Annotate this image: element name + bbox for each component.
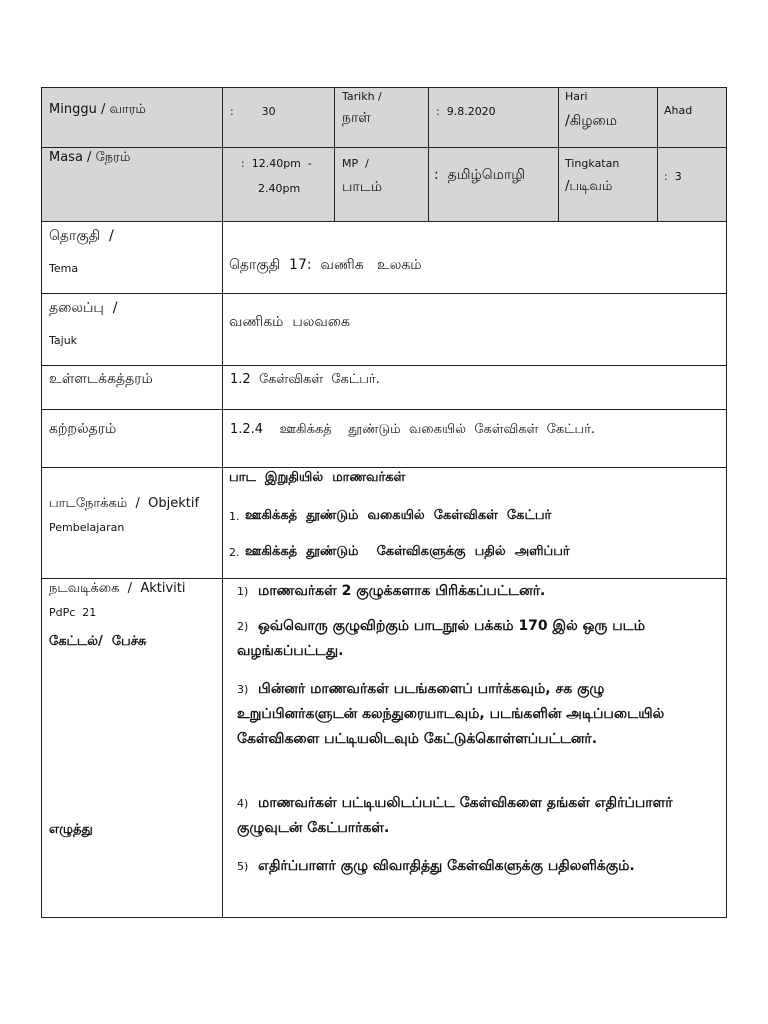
objective-item1: ஊகிக்கத் தூண்டும் வகையில் கேள்விகள் கேட்பர் [245,508,552,523]
date-label-cell [334,87,429,148]
day-label-tamil: /கிழமை [565,113,617,129]
theme-label: தொகுதி / [49,228,114,244]
week-value: : 30 [230,105,276,118]
activity-step-4: 4) மாணவர்கள் பட்டியலிடப்பட்ட கேள்விகளை தங்கள் எதிர்ப்பாளர் குழுவுடன் கேட்பார்கள். [237,795,673,836]
day-label-cell [558,87,658,148]
title-value-cell [222,293,727,366]
content-standard-value-cell [222,365,727,410]
lesson-plan-table [41,87,727,918]
subject-value: : தமிழ்மொழி [434,167,526,183]
theme-label-cell [41,221,223,294]
title-label: தலைப்பு / [49,300,118,316]
content-standard-label-cell [41,365,223,410]
form-label-cell [558,147,658,222]
objective-label: பாடநோக்கம் / Objektif [49,496,200,511]
skill-writing: எழுத்து [49,822,93,837]
objective-intro: பாட இறுதியில் மாணவர்கள் [229,470,406,485]
form-label: Tingkatan [565,157,620,170]
learning-standard-value: 1.2.4 ஊகிக்கத் தூண்டும் வகையில் கேள்விகள் கேட்பர். [230,422,596,437]
activity-step-2: 2) ஒவ்வொரு குழுவிற்கும் பாடநூல் பக்கம் 170 இல் ஒரு படம் வழங்கப்பட்டது. [237,618,646,659]
week-label-cell [41,87,223,148]
subject-value-cell [428,147,559,222]
objective-item1-number: 1. [229,510,240,523]
form-value-cell [657,147,727,222]
activity-label-cell [41,578,223,918]
content-standard-value: 1.2 கேள்விகள் கேட்பர். [230,372,380,387]
day-value-cell [657,87,727,148]
time-value-end: 2.40pm [258,182,301,195]
subject-label-tamil: பாடம் [342,179,383,195]
theme-value: தொகுதி 17: வணிக உலகம் [229,257,422,273]
day-label: Hari [565,90,588,103]
objective-label-cell [41,467,223,579]
activity-label: நடவடிக்கை / Aktiviti [49,581,186,596]
title-label-malay: Tajuk [49,334,78,347]
activity-label-pdpc: PdPc 21 [49,606,97,619]
activity-step-1: 1) மாணவர்கள் 2 குழுக்களாக பிரிக்கப்பட்டனர். [237,583,546,599]
title-label-cell [41,293,223,366]
date-value-cell [428,87,559,148]
learning-standard-value-cell [222,409,727,468]
form-label-tamil: /படிவம் [565,179,613,194]
objective-value-cell [222,467,727,579]
content-standard-label: உள்ளடக்கத்தரம் [49,371,153,387]
objective-item2-number: 2. [229,546,240,559]
title-value: வணிகம் பலவகை [229,314,350,330]
week-label: Minggu / வாரம் [49,102,146,117]
time-value-start: : 12.40pm - [241,157,312,170]
time-label-cell [41,147,223,222]
day-value: Ahad [664,104,693,117]
activity-value-cell [222,578,727,918]
subject-label: MP / [342,157,369,170]
date-label: Tarikh / [342,90,382,103]
activity-step-5: 5) எதிர்ப்பாளர் குழு விவாதித்து கேள்விகளுக்கு பதிலளிக்கும். [237,858,635,874]
time-label: Masa / நேரம் [49,150,131,165]
week-value-cell [222,87,335,148]
time-value-cell [222,147,335,222]
skill-listening-speaking: கேட்டல்/ பேச்சு [49,634,147,649]
objective-item2: ஊகிக்கத் தூண்டும் கேள்விகளுக்கு பதில் அளிப்பர் [245,544,570,559]
date-label-tamil: நாள் [342,110,371,126]
theme-value-cell [222,221,727,294]
learning-standard-label-cell [41,409,223,468]
subject-label-cell [334,147,429,222]
objective-label-malay: Pembelajaran [49,521,125,534]
form-value: : 3 [664,170,682,183]
learning-standard-label: கற்றல்தரம் [49,421,117,437]
theme-label-malay: Tema [49,262,79,275]
activity-step-3: 3) பின்னர் மாணவர்கள் படங்களைப் பார்க்கவும், சக குழு உறுப்பினர்களுடன் கலந்துரையாடவும், படங்களின் அடிப்படையில் கேள்விகளை பட்டியலிடவும் கேட்டுக்கொள்ளப்பட்டனர். [237,681,665,747]
date-value: : 9.8.2020 [436,105,496,118]
